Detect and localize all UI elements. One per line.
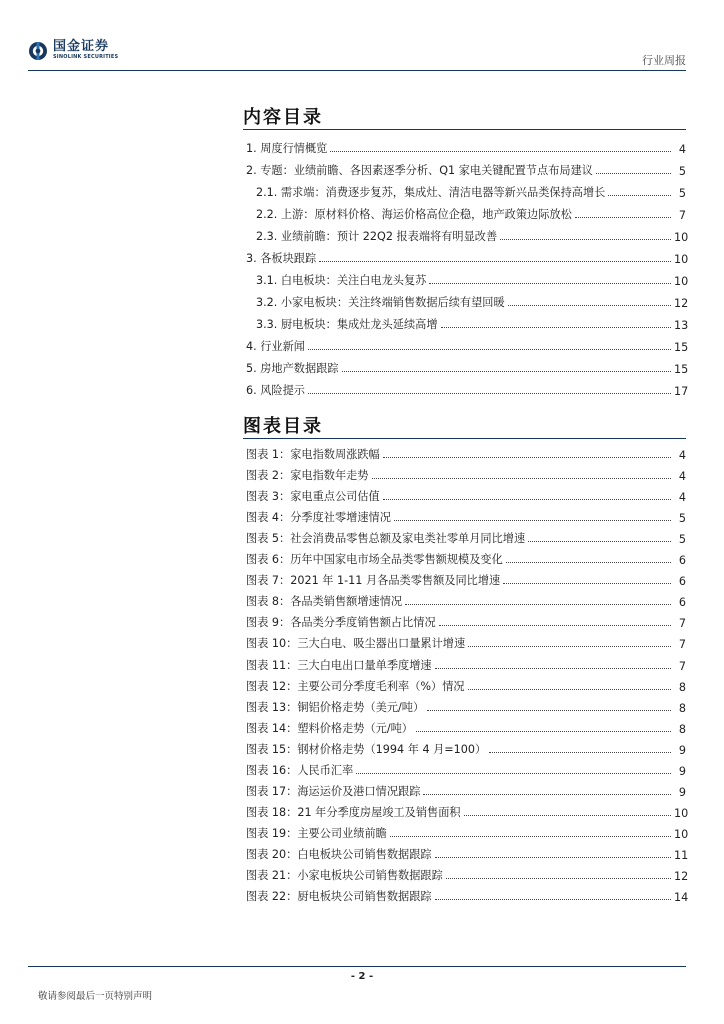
- footer-divider: [28, 966, 686, 967]
- toc-entry-label: 3. 各板块跟踪: [246, 252, 317, 265]
- figure-entry-page: 7: [678, 659, 686, 673]
- figure-entry-label: 图表 21：小家电板块公司销售数据跟踪: [246, 868, 443, 882]
- leader-dots: [435, 667, 671, 669]
- figure-entry-label: 图表 10：三大白电、吸尘器出口量累计增速: [246, 637, 466, 651]
- toc-title: 内容目录: [243, 107, 323, 128]
- toc-entry-label: 5. 房地产数据跟踪: [246, 362, 339, 375]
- figure-entry[interactable]: [246, 799, 689, 820]
- figure-entry-page: 7: [678, 617, 686, 631]
- figure-entry-label: 图表 20：白电板块公司销售数据跟踪: [246, 847, 432, 861]
- leader-dots: [435, 898, 671, 900]
- toc-entry[interactable]: [246, 134, 686, 156]
- toc-entry-label: 2.3. 业绩前瞻：预计 22Q2 报表端将有明显改善: [256, 230, 498, 243]
- leader-dots: [446, 877, 671, 879]
- figures-title: 图表目录: [243, 416, 323, 437]
- toc-entry[interactable]: [246, 376, 689, 398]
- figure-entry-page: 11: [674, 848, 689, 862]
- figure-entry-page: 9: [678, 743, 686, 757]
- toc-entry-page: 10: [674, 275, 689, 288]
- logo-chinese-name: 国金证券: [53, 39, 110, 54]
- figure-entry-page: 9: [678, 764, 686, 778]
- toc-entry-label: 2.1. 需求端：消费逐步复苏，集成灶、清洁电器等新兴品类保持高增长: [256, 186, 606, 199]
- logo-english-name: SINOLINK SECURITIES: [53, 54, 119, 60]
- figure-entry[interactable]: [246, 567, 686, 588]
- figure-entry[interactable]: [246, 483, 686, 504]
- toc-entry-page: 13: [674, 319, 689, 332]
- figure-entry[interactable]: [246, 841, 689, 862]
- toc-entry-page: 5: [678, 187, 686, 200]
- figure-entry-page: 8: [678, 722, 686, 736]
- figure-entry-label: 图表 16：人民币汇率: [246, 763, 354, 777]
- figure-entry[interactable]: [246, 673, 686, 694]
- figure-entry-label: 图表 5：社会消费品零售总额及家电类社零单月同比增速: [246, 532, 526, 546]
- figure-entry-label: 图表 18：21 年分季度房屋竣工及销售面积: [246, 805, 461, 819]
- figure-entry-label: 图表 9：各品类分季度销售额占比情况: [246, 616, 436, 630]
- toc-entry-page: 17: [674, 385, 689, 398]
- figure-entry[interactable]: [246, 525, 686, 546]
- figure-entry-label: 图表 3：家电重点公司估值: [246, 490, 380, 504]
- figure-entry[interactable]: [246, 609, 686, 630]
- toc-entry-label: 1. 周度行情概览: [246, 142, 328, 155]
- toc-entry-label: 3.1. 白电板块：关注白电龙头复苏: [256, 274, 427, 287]
- report-type: 行业周报: [642, 54, 686, 67]
- figure-entry-page: 6: [678, 554, 686, 568]
- figure-entry-label: 图表 12：主要公司分季度毛利率（%）情况: [246, 679, 465, 693]
- figure-entry-page: 10: [674, 827, 689, 841]
- toc-entry-label: 3.3. 厨电板块：集成灶龙头延续高增: [256, 318, 438, 331]
- leader-dots: [342, 370, 671, 372]
- leader-dots: [319, 260, 671, 262]
- leader-dots: [506, 561, 671, 563]
- figure-entry-page: 5: [678, 512, 686, 526]
- figure-entry[interactable]: [246, 462, 686, 483]
- figure-entry[interactable]: [246, 757, 686, 778]
- leader-dots: [608, 194, 671, 196]
- figure-entry[interactable]: [246, 715, 686, 736]
- leader-dots: [356, 772, 671, 774]
- figure-entry-page: 7: [678, 638, 686, 652]
- figure-entry[interactable]: [246, 820, 689, 841]
- figure-entry[interactable]: [246, 546, 686, 567]
- toc-entry[interactable]: [246, 222, 689, 244]
- toc-entry-page: 7: [678, 209, 686, 222]
- figures-title-divider: [243, 438, 686, 439]
- toc-entry[interactable]: [246, 244, 689, 266]
- toc-entry-label: 2. 专题：业绩前瞻、各因素逐季分析、Q1 家电关键配置节点布局建议: [246, 164, 593, 177]
- figure-entry-label: 图表 4：分季度社零增速情况: [246, 511, 391, 525]
- figure-entry-label: 图表 22：厨电板块公司销售数据跟踪: [246, 890, 432, 904]
- leader-dots: [575, 216, 671, 218]
- toc-entry[interactable]: [246, 266, 689, 288]
- header-divider: [28, 70, 686, 71]
- figure-entry[interactable]: [246, 504, 686, 525]
- leader-dots: [464, 814, 671, 816]
- toc-entry-label: 4. 行业新闻: [246, 340, 305, 353]
- toc-entry-page: 10: [674, 231, 689, 244]
- leader-dots: [441, 326, 671, 328]
- figure-entry-page: 9: [678, 785, 686, 799]
- figures-list: [246, 441, 689, 905]
- figure-entry[interactable]: [246, 736, 686, 757]
- toc-entry[interactable]: [246, 354, 689, 376]
- leader-dots: [528, 540, 671, 542]
- toc-entry[interactable]: [246, 200, 686, 222]
- figure-entry-page: 5: [678, 533, 686, 547]
- figure-entry-page: 8: [678, 701, 686, 715]
- leader-dots: [508, 304, 671, 306]
- figure-entry-label: 图表 11：三大白电出口量单季度增速: [246, 658, 432, 672]
- leader-dots: [427, 709, 671, 711]
- toc-title-divider: [243, 129, 686, 130]
- figure-entry-label: 图表 15：钢材价格走势（1994 年 4 月=100）: [246, 742, 487, 756]
- leader-dots: [394, 519, 671, 521]
- toc-list: [246, 134, 689, 398]
- figure-entry[interactable]: [246, 694, 686, 715]
- figure-entry-page: 10: [674, 806, 689, 820]
- toc-entry[interactable]: [246, 332, 689, 354]
- company-logo: [28, 40, 118, 61]
- leader-dots: [596, 172, 671, 174]
- figure-entry-page: 8: [678, 680, 686, 694]
- toc-entry[interactable]: [246, 310, 689, 332]
- figure-entry[interactable]: [246, 630, 686, 651]
- toc-entry-page: 15: [674, 363, 689, 376]
- figure-entry[interactable]: [246, 588, 686, 609]
- figure-entry-label: 图表 14：塑料价格走势（元/吨）: [246, 721, 413, 735]
- figure-entry-label: 图表 2：家电指数年走势: [246, 469, 369, 483]
- leader-dots: [468, 688, 671, 690]
- leader-dots: [489, 751, 671, 753]
- toc-entry[interactable]: [246, 156, 686, 178]
- figure-entry-page: 4: [678, 449, 686, 463]
- leader-dots: [372, 477, 671, 479]
- figure-entry-page: 14: [674, 891, 689, 905]
- figure-entry-label: 图表 19：主要公司业绩前瞻: [246, 826, 387, 840]
- toc-entry-label: 2.2. 上游：原材料价格、海运价格高位企稳，地产政策边际放松: [256, 208, 572, 221]
- footer-disclaimer[interactable]: 敬请参阅最后一页特别声明: [38, 991, 153, 1002]
- figure-entry-page: 4: [678, 491, 686, 505]
- leader-dots: [383, 456, 671, 458]
- toc-entry[interactable]: [246, 178, 686, 200]
- leader-dots: [435, 856, 671, 858]
- leader-dots: [423, 793, 671, 795]
- toc-entry-page: 4: [678, 143, 686, 156]
- figure-entry[interactable]: [246, 883, 689, 905]
- leader-dots: [390, 835, 671, 837]
- toc-entry-page: 12: [674, 297, 689, 310]
- leader-dots: [383, 498, 671, 500]
- page-header: [0, 0, 724, 72]
- figure-entry-page: 12: [674, 869, 689, 883]
- toc-entry-label: 3.2. 小家电板块：关注终端销售数据后续有望回暖: [256, 296, 505, 309]
- logo-icon: [28, 41, 48, 61]
- figure-entry-label: 图表 1：家电指数周涨跌幅: [246, 448, 380, 462]
- leader-dots: [468, 645, 671, 647]
- figure-entry-page: 6: [678, 575, 686, 589]
- leader-dots: [405, 603, 671, 605]
- figure-entry-label: 图表 8：各品类销售额增速情况: [246, 595, 403, 609]
- toc-entry-label: 6. 风险提示: [246, 384, 305, 397]
- leader-dots: [308, 392, 671, 394]
- figure-entry-label: 图表 17：海运运价及港口情况跟踪: [246, 784, 421, 798]
- toc-entry-page: 15: [674, 341, 689, 354]
- figure-entry[interactable]: [246, 778, 686, 799]
- figure-entry-label: 图表 7：2021 年 1-11 月各品类零售额及同比增速: [246, 574, 501, 588]
- figure-entry[interactable]: [246, 441, 686, 462]
- leader-dots: [439, 624, 671, 626]
- figure-entry-page: 6: [678, 596, 686, 610]
- figure-entry-label: 图表 13：铜铝价格走势（美元/吨）: [246, 700, 425, 714]
- page-number: - 2 -: [350, 971, 374, 982]
- figure-entry-label: 图表 6：历年中国家电市场全品类零售额规模及变化: [246, 553, 503, 567]
- toc-entry[interactable]: [246, 288, 689, 310]
- toc-entry-page: 5: [678, 165, 686, 178]
- figure-entry-page: 4: [678, 470, 686, 484]
- figure-entry[interactable]: [246, 862, 689, 883]
- figure-entry[interactable]: [246, 651, 686, 672]
- leader-dots: [330, 150, 671, 152]
- leader-dots: [308, 348, 671, 350]
- toc-entry-page: 10: [674, 253, 689, 266]
- leader-dots: [500, 238, 671, 240]
- leader-dots: [503, 582, 671, 584]
- leader-dots: [416, 730, 671, 732]
- leader-dots: [429, 282, 671, 284]
